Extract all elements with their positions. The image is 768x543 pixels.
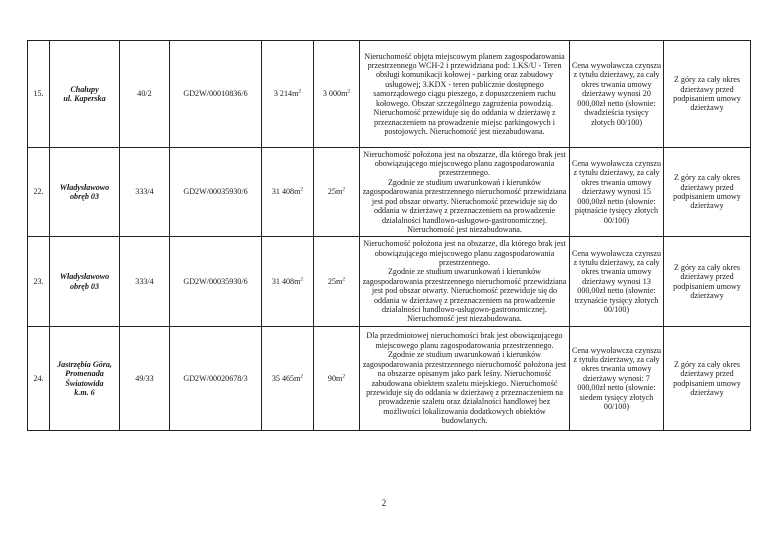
land-register-number: GD2W/00010836/6 bbox=[170, 41, 262, 148]
row-number: 22. bbox=[28, 148, 50, 237]
lease-table bbox=[27, 40, 751, 431]
row-number: 15. bbox=[28, 41, 50, 148]
area-exponent: 2 bbox=[300, 276, 304, 283]
payment-terms-cell: Z góry za cały okres dzierżawy przed podpisaniem umowy dzierżawy bbox=[664, 148, 751, 237]
table-row bbox=[28, 237, 751, 327]
area-exponent: 2 bbox=[342, 373, 346, 380]
location-line: Władysławowo bbox=[59, 182, 110, 192]
lease-area bbox=[314, 148, 360, 237]
area-exponent: 2 bbox=[347, 88, 351, 95]
location-line: Chałupy bbox=[70, 84, 99, 94]
plot-number: 40/2 bbox=[120, 41, 170, 148]
plot-number: 49/33 bbox=[120, 327, 170, 431]
plot-number: 333/4 bbox=[120, 237, 170, 327]
area-exponent: 2 bbox=[298, 88, 302, 95]
lease-area-value: 25m bbox=[327, 187, 343, 197]
price-cell: Cena wywoławcza czynszu z tytułu dzierżawy, za cały okres trwania umowy dzierżawy wynosi 15 000,00zł netto (słownie: piętnaście tysięcy złotych 00/100) bbox=[570, 148, 664, 237]
row-number: 23. bbox=[28, 237, 50, 327]
location-line: Światowida bbox=[65, 378, 104, 388]
area-exponent: 2 bbox=[342, 276, 346, 283]
page-number: 2 bbox=[381, 498, 387, 508]
area-exponent: 2 bbox=[300, 373, 304, 380]
description-paragraph: Dla przedmiotowej nieruchomości brak jest obowiązującego miejscowego planu zagospodarowania przestrzennego. Zgodnie ze studium uwarunkowań i kierunków zagospodarowania przestrzennego nieruchomość położona jest na obszarze opisanym jako park leśny. Nieruchomość zabudowana obiektem szaletu miejskiego. Nieruchomość przewiduje się do oddania w dzierżawę z przeznaczeniem na prowadzenie szaletu oraz działalności handlowej bez możliwości lokalizowania dodatkowych obiektów budowlanych. bbox=[362, 331, 567, 426]
location-line: obręb 03 bbox=[70, 192, 99, 201]
table-row bbox=[28, 148, 751, 237]
plot-area bbox=[262, 327, 314, 431]
location-line: Jastrzębia Góra, bbox=[57, 359, 112, 369]
land-register-number: GD2W/00035930/6 bbox=[170, 148, 262, 237]
location-cell bbox=[50, 327, 120, 431]
description-paragraph: Zgodnie ze studium uwarunkowań i kierunków zagospodarowania przestrzennego nieruchomość przewidziana jest pod obszar otwarty. Nieruchomość przewiduje się do oddania w dzierżawę z przeznaczeniem na prowadzenie działalności handlowo-usługowo-gastronomicznej. Nieruchomość jest niezabudowana. bbox=[362, 267, 567, 324]
row-number: 24. bbox=[28, 327, 50, 431]
table-row bbox=[28, 41, 751, 148]
plot-area bbox=[262, 148, 314, 237]
plot-area bbox=[262, 237, 314, 327]
location-line: ul. Kaperska bbox=[63, 94, 106, 103]
location-line: Promenada bbox=[65, 369, 104, 379]
lease-area-value: 90m bbox=[327, 373, 343, 383]
plot-area-value: 3 214m bbox=[273, 89, 299, 99]
description-paragraph: Nieruchomość objęta miejscowym planem zagospodarowania przestrzennego WCH-2 i przewidziana pod: 1.KS/U - Teren obsługi komunikacji kołowej - parking oraz zabudowy usługowej; 3.KDX - teren publicznie dostępnego samorządowego ciągu pieszego, z dopuszczeniem ruchu kołowego. Obszar szczególnego zagrożenia powodzią. bbox=[364, 51, 565, 108]
payment-terms-cell: Z góry za cały okres dzierżawy przed podpisaniem umowy dzierżawy bbox=[664, 41, 751, 148]
location-cell bbox=[50, 237, 120, 327]
area-exponent: 2 bbox=[300, 186, 304, 193]
description-paragraph: Nieruchomość położona jest na obszarze, dla którego brak jest obowiązującego miejscowego planu zagospodarowania przestrzennego. bbox=[363, 239, 566, 267]
plot-area bbox=[262, 41, 314, 148]
location-cell bbox=[50, 41, 120, 148]
land-register-number: GD2W/00020678/3 bbox=[170, 327, 262, 431]
location-line: obręb 03 bbox=[70, 281, 99, 291]
plot-area-value: 35 465m bbox=[271, 373, 301, 383]
description-cell bbox=[360, 327, 570, 431]
land-register-number: GD2W/00035930/6 bbox=[170, 237, 262, 327]
plot-area-value: 31 408m bbox=[271, 276, 301, 286]
location-cell bbox=[50, 148, 120, 237]
description-paragraph: Zgodnie ze studium uwarunkowań i kierunków zagospodarowania przestrzennego nieruchomość przewidziana jest pod obszar otwarty. Nieruchomość przewiduje się do oddania w dzierżawę z przeznaczeniem na prowadzenie działalności handlowo-usługowo-gastronomicznej. Nieruchomość jest niezabudowana. bbox=[362, 177, 567, 234]
lease-area bbox=[314, 41, 360, 148]
location-line: Władysławowo bbox=[59, 272, 110, 282]
payment-terms-cell: Z góry za cały okres dzierżawy przed podpisaniem umowy dzierżawy bbox=[664, 237, 751, 327]
price-cell: Cena wywoławcza czynszu z tytułu dzierżawy, za cały okres trwania umowy dzierżawy wynosi 20 000,00zł netto (słownie: dwadzieścia tysięcy złotych 00/100) bbox=[570, 41, 664, 148]
payment-terms-cell: Z góry za cały okres dzierżawy przed podpisaniem umowy dzierżawy bbox=[664, 327, 751, 431]
description-cell bbox=[360, 41, 570, 148]
table-row bbox=[28, 327, 751, 431]
lease-area bbox=[314, 237, 360, 327]
lease-area-value: 3 000m bbox=[322, 89, 348, 99]
price-cell: Cena wywoławcza czynszu z tytułu dzierżawy, za cały okres trwania umowy dzierżawy wynosi 13 000,00zł netto (słownie: trzynaście tysięcy złotych 00/100) bbox=[570, 237, 664, 327]
lease-area bbox=[314, 327, 360, 431]
description-paragraph: Nieruchomość położona jest na obszarze, dla którego brak jest obowiązującego miejscowego planu zagospodarowania przestrzennego. bbox=[363, 149, 566, 178]
area-exponent: 2 bbox=[342, 186, 346, 193]
description-cell bbox=[360, 237, 570, 327]
lease-area-value: 25m bbox=[327, 276, 343, 286]
location-line: k.m. 6 bbox=[74, 387, 95, 397]
description-cell bbox=[360, 148, 570, 237]
plot-number: 333/4 bbox=[120, 148, 170, 237]
plot-area-value: 31 408m bbox=[271, 187, 301, 197]
description-paragraph: Nieruchomość przewiduje się do oddania w dzierżawę z przeznaczeniem na prowadzenie miejsc parkingowych i postojowych. Nieruchomość jest niezabudowana. bbox=[373, 108, 556, 136]
price-cell: Cena wywoławcza czynszu z tytułu dzierżawy, za cały okres trwania umowy dzierżawy wynosi: 7 000,00zł netto (słownie: siedem tysięcy złotych 00/100) bbox=[570, 327, 664, 431]
